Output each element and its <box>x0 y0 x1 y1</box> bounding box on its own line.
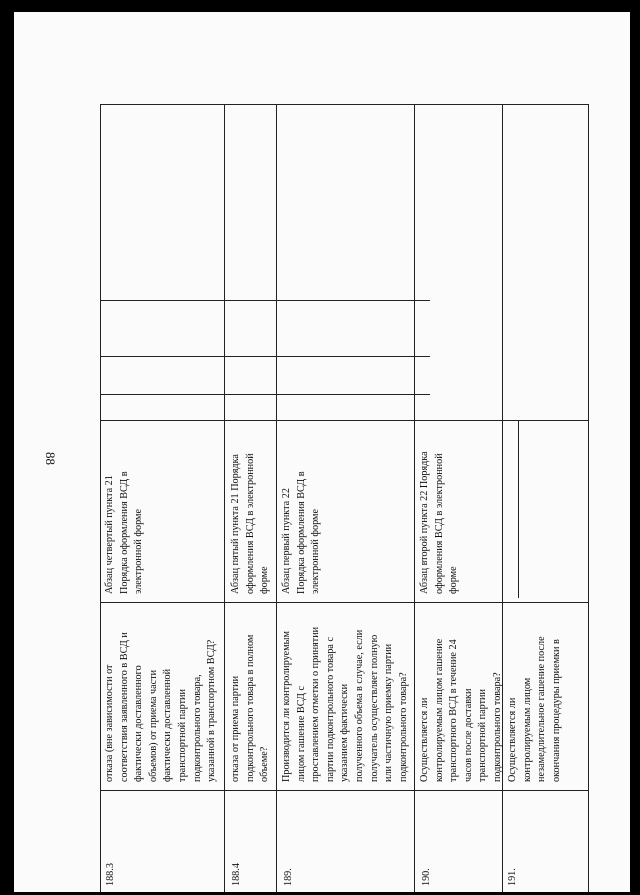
page-number: 88 <box>43 452 58 465</box>
row-question: отказа (вне зависимости от соответствия заявленного в ВСД и фактически доставленного объемов) от приема части фактически доставленной транспортной партии подконтрольного товара, указанной в транспортном ВСД? <box>104 632 218 782</box>
table-border <box>588 104 589 892</box>
row-reference: Абзац второй пункта 22 Порядка оформления ВСД в электронной форме <box>419 451 460 594</box>
row-divider <box>414 104 415 892</box>
row-number: 189. <box>283 868 294 886</box>
row-divider <box>224 104 225 892</box>
row-question: Производится ли контролируемым лицом гашение ВСД с проставлением отметки о принятии партии подконтрольного товара с указанием фактически полученного объема в случае, если получатель осуществляет полную или частичную приемку партии подконтрольного товара? <box>281 626 409 782</box>
column-divider <box>100 790 588 791</box>
row-number: 191. <box>507 868 518 886</box>
row-number: 190. <box>421 868 432 886</box>
document-page <box>14 12 630 892</box>
column-divider <box>100 356 430 357</box>
row-question: Осуществляется ли контролируемым лицом незамедлительное гашение после окончания процедуры приемки в <box>507 636 562 782</box>
row-reference <box>506 424 552 594</box>
row-question: Осуществляется ли контролируемым лицом гашение транспортного ВСД в течение 24 часов после доставки транспортной партии подконтрольного товара? <box>419 638 503 782</box>
table-border <box>100 104 101 892</box>
column-divider <box>100 300 430 301</box>
column-divider <box>100 394 430 395</box>
row-reference: Абзац пятый пункта 21 Порядка оформления ВСД в электронной форме <box>230 453 271 594</box>
row-question: отказа от приема партии подконтрольного товара в полном объеме? <box>230 634 271 782</box>
row-divider <box>276 104 277 892</box>
row-number: 188.3 <box>105 863 116 886</box>
row-reference: Абзац первый пункта 22 Порядка оформления ВСД в электронной форме <box>281 471 322 594</box>
row-number: 188.4 <box>231 863 242 886</box>
row-reference: Абзац четвертый пункта 21 Порядка оформления ВСД в электронной форме <box>104 471 145 594</box>
table-border <box>100 104 588 105</box>
column-divider <box>100 420 588 421</box>
